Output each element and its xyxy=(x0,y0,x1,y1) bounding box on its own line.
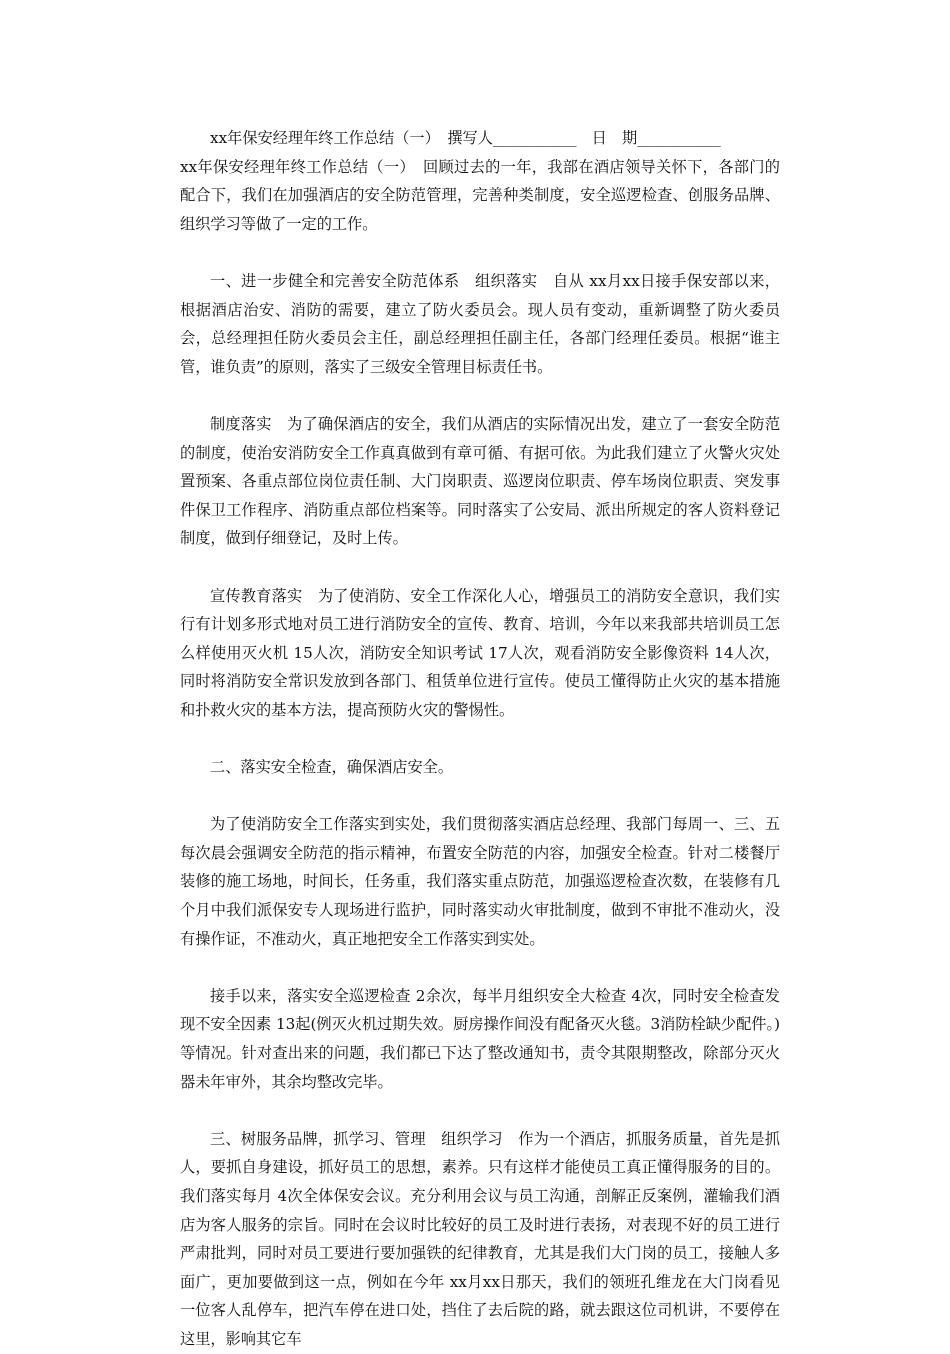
document-title: xx年保安经理年终工作总结（一） xyxy=(210,129,433,147)
date-label: 日 期 xyxy=(591,129,638,147)
document-page xyxy=(180,124,780,1354)
paragraph-inspection: 为了使消防安全工作落实到实处，我们贯彻落实酒店总经理、我部门每周一、三、五每次晨会强调安全防范的指示精神，布置安全防范的内容，加强安全检查。针对二楼餐厅装修的施工场地，时间长，任务重，我们落实重点防范，加强巡逻检查次数，在装修有几个月中我们派保安专人现场进行监护，同时落实动火审批制度，做到不审批不准动火，没有操作证，不准动火，真正地把安全工作落实到实处。 xyxy=(180,815,780,948)
author-label: 撰写人 xyxy=(447,129,493,147)
date-blank: ___________ xyxy=(637,129,721,147)
author-blank: ___________ xyxy=(492,129,577,147)
paragraph-education: 宣传教育落实 为了使消防、安全工作深化人心，增强员工的消防安全意识，我们实行有计划多形式地对员工进行消防安全的宣传、教育、培训，今年以来我部共培训员工怎么样使用灭火机 15人次，消防安全知识考试 17人次，观看消防安全影像资料 14人次，同时将消防安全常识发放到各部门、租赁单位进行宣传。使员工懂得防止火灾的基本措施和扑救火灾的基本方法，提高预防火灾的警惕性。 xyxy=(180,586,780,719)
document-header xyxy=(180,124,780,238)
paragraph-rules: 制度落实 为了确保酒店的安全，我们从酒店的实际情况出发，建立了一套安全防范的制度，使治安消防安全工作真真做到有章可循、有据可依。为此我们建立了火警火灾处置预案、各重点部位岗位责任制、大门岗职责、巡逻岗位职责、停车场岗位职责、突发事件保卫工作程序、消防重点部位档案等。同时落实了公安局、派出所规定的客人资料登记制度，做到仔细登记，及时上传。 xyxy=(180,414,780,548)
paragraph-patrol: 接手以来，落实安全巡逻检查 2余次，每半月组织安全大检查 4次，同时安全检查发现不安全因素 13起(例灭火机过期失效。厨房操作间没有配备灭火毯。3消防栓缺少配件。)等情况。针对查出来的问题，我们都已下达了整改通知书，责令其限期整改，除部分灭火器未年审外，其余均整改完毕。 xyxy=(180,986,781,1091)
header-line xyxy=(180,124,780,153)
intro-paragraph: xx年保安经理年终工作总结（一） 回顾过去的一年，我部在酒店领导关怀下，各部门的配合下，我们在加强酒店的安全防范管理，完善种类制度，安全巡逻检查、创服务品牌、组织学习等做了一定的工作。 xyxy=(180,157,780,233)
paragraph-service-brand: 三、树服务品牌，抓学习、管理 组织学习 作为一个酒店，抓服务质量，首先是抓人，要抓自身建设，抓好员工的思想，素养。只有这样才能使员工真正懂得服务的目的。我们落实每月 4次全体保安会议。充分利用会议与员工沟通，剖解正反案例，灌输我们酒店为客人服务的宗旨。同时在会议时比较好的员工及时进行表扬，对表现不好的员工进行严肃批判，同时对员工要进行要加强铁的纪律教育，尤其是我们大门岗的员工，接触人多面广，更加要做到这一点，例如在今年 xx月xx日那天，我们的领班孔维龙在大门岗看见一位客人乱停车，把汽车停在进口处，挡住了去后院的路，就去跟这位司机讲，不要停在这里，影响其它车 xyxy=(180,1129,780,1348)
section-heading-inspection: 二、落实安全检查，确保酒店安全。 xyxy=(210,758,453,777)
paragraph-system: 一、进一步健全和完善安全防范体系 组织落实 自从 xx月xx日接手保安部以来，根据酒店治安、消防的需要，建立了防火委员会。现人员有变动，重新调整了防火委员会，总经理担任防火委员会主任，副总经理担任副主任，各部门经理任委员。根据“谁主管，谁负责”的原则，落实了三级安全管理目标责任书。 xyxy=(180,271,780,376)
